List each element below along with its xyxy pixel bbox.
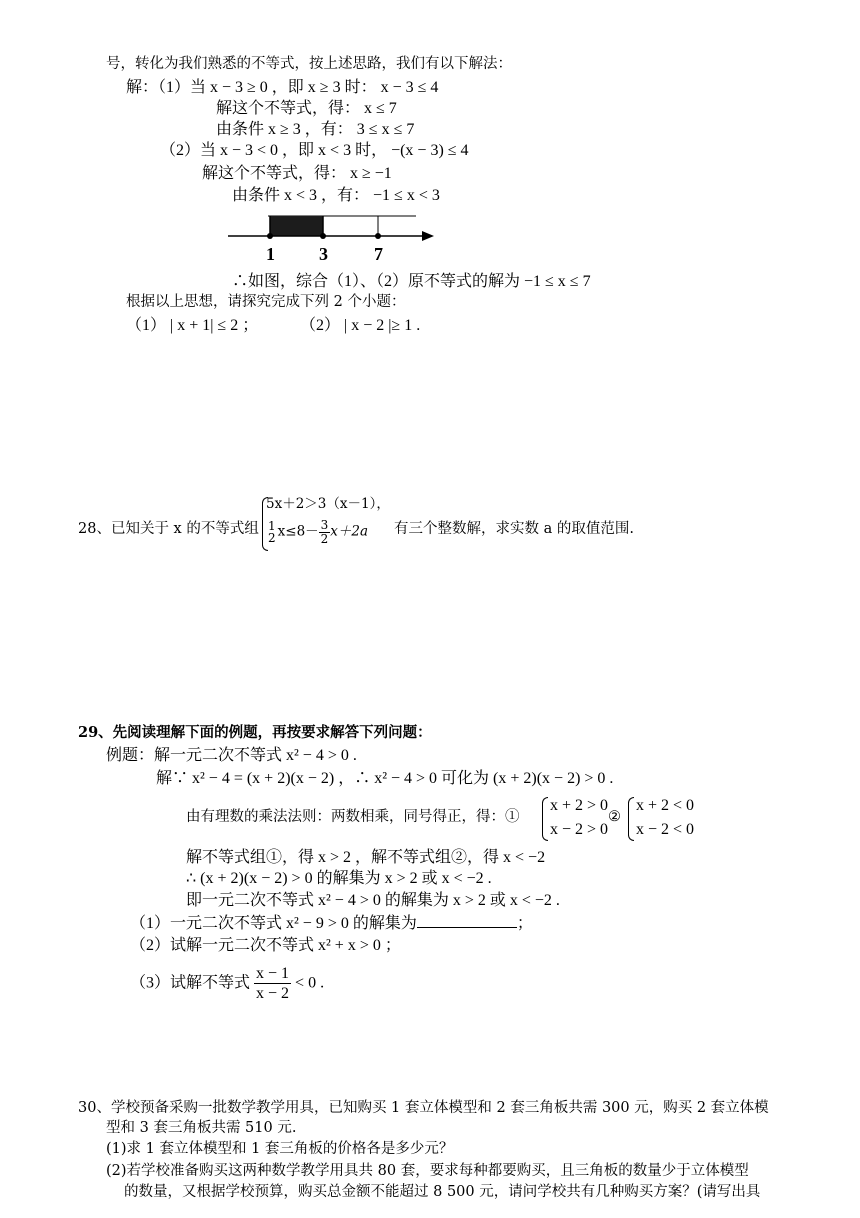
q30-part-2: (2)若学校准备购买这两种数学教学用具共 80 套，要求每种都要购买，且三角板的数量少于立体模型 (106, 1163, 749, 1179)
intro-line-7: 由条件 x < 3 ，有： −1 ≤ x < 3 (232, 187, 440, 204)
q30-part-2-cont: 的数量，又根据学校预算，购买总金额不能超过 8 500 元，请问学校共有几种购买方案？(请写出具 (124, 1184, 761, 1200)
axis-arrow-icon (422, 231, 434, 241)
shaded-interval (270, 216, 323, 236)
tick-label-3: 3 (319, 244, 328, 264)
q28-tail: 有三个整数解，求实数 a 的取值范围. (394, 521, 634, 537)
intro-line-8: ∴如图，综合（1）、（2）原不等式的解为 −1 ≤ x ≤ 7 (232, 273, 591, 290)
answer-blank[interactable] (417, 927, 517, 928)
intro-line-3: 解这个不等式，得： x ≤ 7 (216, 100, 397, 117)
number-line-figure (220, 208, 440, 266)
q30-line-2: 型和 3 套三角板共需 510 元. (106, 1120, 297, 1136)
point-1 (267, 233, 273, 239)
q30-line-1: 30、学校预备采购一批数学教学用具，已知购买 1 套立体模型和 2 套三角板共需 300 元，购买 2 套立体模 (78, 1100, 769, 1116)
intro-problem-2: （2） | x − 2 |≥ 1 . (300, 317, 421, 334)
q29-system1-brace (542, 797, 548, 841)
q29-example: 例题：解一元二次不等式 x² − 4 > 0 . (106, 747, 357, 764)
q28-lead: 28、已知关于 x 的不等式组 (78, 521, 259, 537)
q29-title: 29、先阅读理解下面的例题，再按要求解答下列问题： (78, 724, 432, 741)
intro-problem-1: （1） | x + 1| ≤ 2 ； (126, 317, 259, 334)
q29-solution-set-line: ∴ (x + 2)(x − 2) > 0 的解集为 x > 2 或 x < −2 . (186, 870, 492, 887)
intro-line-5: （2）当 x − 3 < 0 ，即 x < 3 时， −(x − 3) ≤ 4 (160, 142, 469, 159)
q28-threehalves-fraction: $\frac{3}{2}$ (320, 518, 329, 546)
intro-line-2: 解：（1）当 x − 3 ≥ 0 ，即 x ≥ 3 时： x − 3 ≤ 4 (126, 79, 439, 96)
q29-solution-line: 解∵ x² − 4 = (x + 2)(x − 2) ，∴ x² − 4 > 0 可化为 (x + 2)(x − 2) > 0 . (156, 770, 614, 787)
q30-part-1: (1)求 1 套立体模型和 1 套三角板的价格各是多少元？ (106, 1141, 454, 1157)
q29-fraction: $\frac{x - 1}{x - 2}$ (256, 965, 290, 1003)
intro-line-4: 由条件 x ≥ 3 ，有： 3 ≤ x ≤ 7 (216, 121, 415, 138)
q29-part-3: （3）试解不等式 $\frac{x - 1}{x - 2}$ < 0 . (130, 965, 325, 1003)
q29-solve-line: 解不等式组①，得 x > 2 ，解不等式组②，得 x < −2 (186, 849, 546, 866)
q28-half-fraction: 1 2 (268, 518, 276, 546)
q29-part-2: （2）试解一元二次不等式 x² + x > 0 ； (130, 937, 401, 954)
q29-system2-b: x − 2 < 0 (636, 821, 695, 838)
q29-circle-2: ② (608, 809, 621, 825)
tick-label-7: 7 (374, 244, 383, 264)
point-7 (375, 233, 381, 239)
q28-equation-1: 5x＋2＞3（x－1）， (266, 496, 390, 512)
q29-part-1: （1）一元二次不等式 x² − 9 > 0 的解集为 ； (130, 915, 533, 932)
point-3 (320, 233, 326, 239)
intro-line-6: 解这个不等式，得： x ≥ −1 (202, 165, 392, 182)
q29-system2-brace (628, 797, 634, 841)
q29-conclusion-line: 即一元二次不等式 x² − 4 > 0 的解集为 x > 2 或 x < −2 . (186, 892, 560, 909)
q29-rule-line: 由有理数的乘法法则：两数相乘，同号得正，得：① (186, 809, 520, 825)
intro-line-9: 根据以上思想，请探究完成下列 2 个小题： (126, 294, 406, 310)
intro-line-1: 号，转化为我们熟悉的不等式，按上述思路，我们有以下解法： (106, 56, 512, 72)
q29-system1-a: x + 2 > 0 (550, 797, 609, 814)
q29-system1-b: x − 2 > 0 (550, 821, 609, 838)
q28-equation-2: 1 2 x≤8－ $\frac{3}{2}$ x＋2a (268, 518, 369, 546)
q29-system2-a: x + 2 < 0 (636, 797, 695, 814)
tick-label-1: 1 (266, 244, 275, 264)
